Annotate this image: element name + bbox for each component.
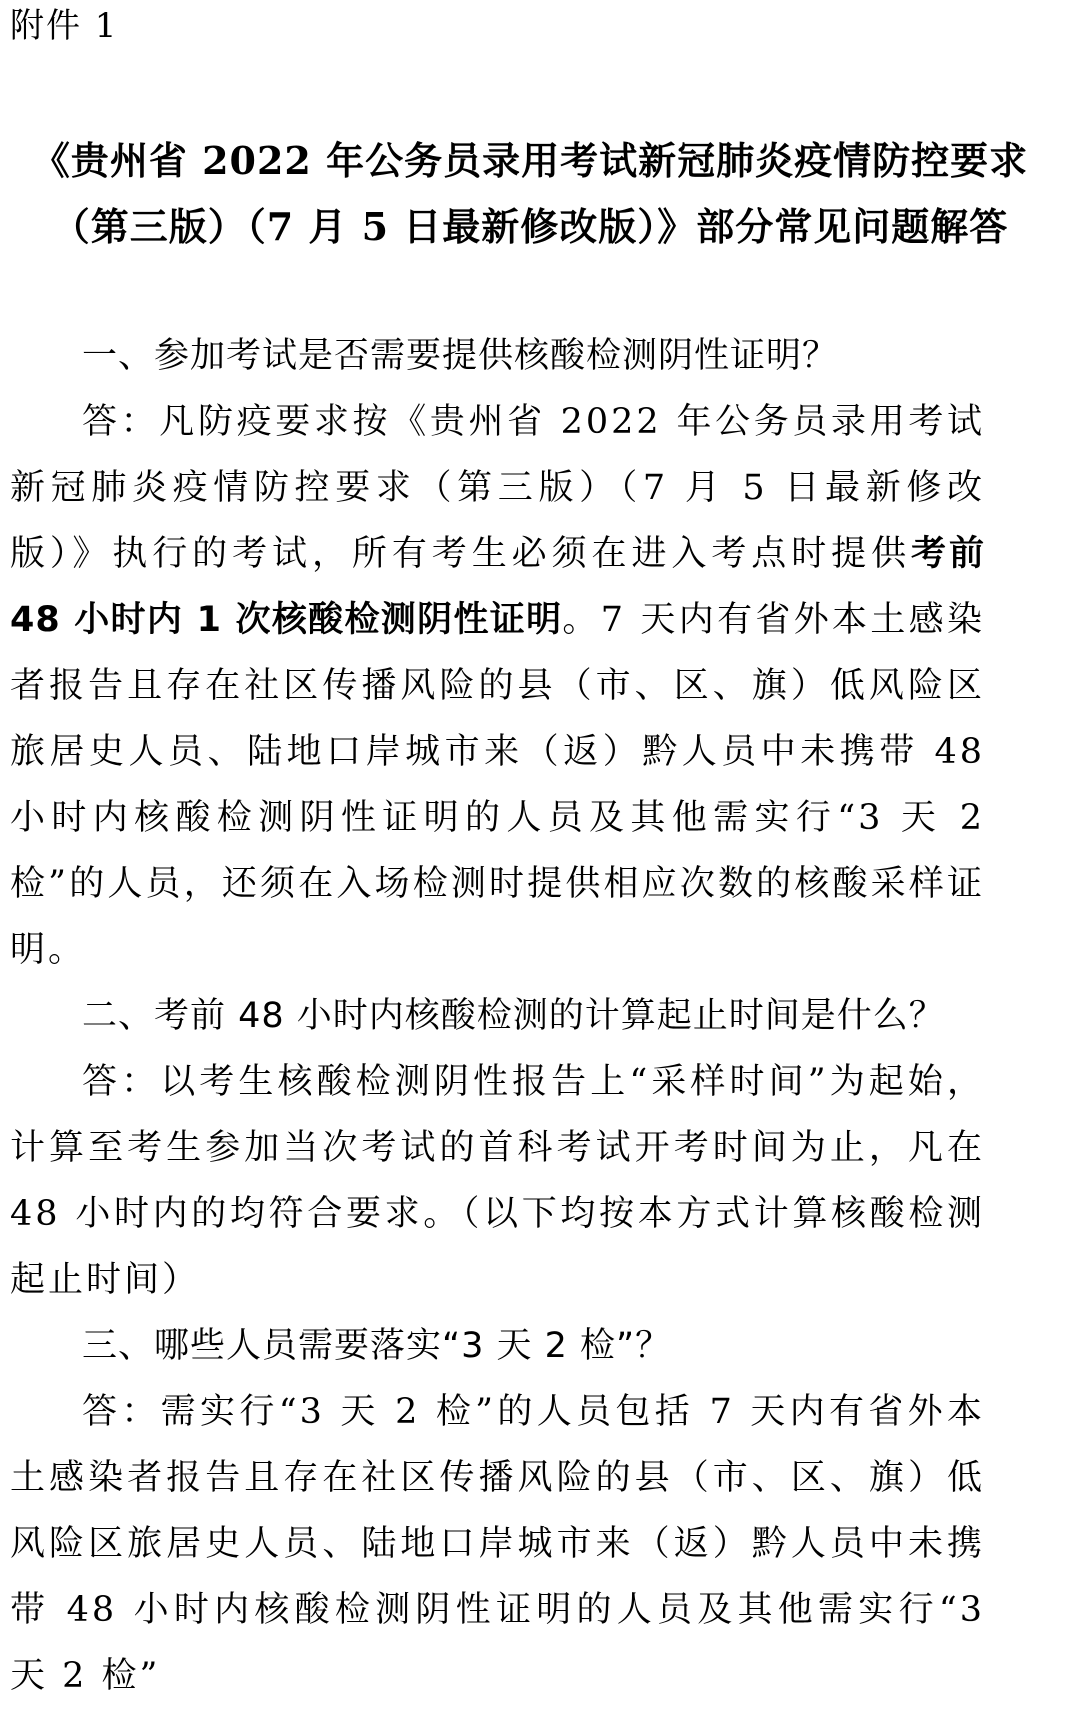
answer-1-text-end: 。7 天内有省外本土感染者报告且存在社区传播风险的县（市、区、旗）低风险区旅居史人员、陆地口岸城市来（返）黔人员中未携带 48 小时内核酸检测阴性证明的人员及其他需实行“3 天 2 检”的人员，还须在入场检测时提供相应次数的核酸采样证明。 [10,600,985,970]
title-line-2: （第三版）（7 月 5 日最新修改版）》部分常见问题解答 [51,204,1009,249]
answer-2: 答：以考生核酸检测阴性报告上“采样时间”为起始，计算至考生参加当次考试的首科考试开考时间为止，凡在 48 小时内的均符合要求。（以下均按本方式计算核酸检测起止时间） [10,1062,985,1300]
question-3: 三、哪些人员需要落实“3 天 2 检”？ [82,1326,672,1366]
title-line-1: 《贵州省 2022 年公务员录用考试新冠肺炎疫情防控要求 [31,138,1029,183]
question-1: 一、参加考试是否需要提供核酸检测阴性证明？ [82,336,839,376]
answer-1 [10,389,985,983]
document-body [10,323,985,1709]
document-title [0,128,1060,260]
attachment-label: 附件 1 [10,6,119,46]
answer-1-text-start: 答：凡防疫要求按《贵州省 2022 年公务员录用考试新冠肺炎疫情防控要求（第三版）（7 月 5 日最新修改版）》执行的考试，所有考生必须在进入考点时提供 [10,402,985,574]
answer-3: 答：需实行“3 天 2 检”的人员包括 7 天内有省外本土感染者报告且存在社区传播风险的县（市、区、旗）低风险区旅居史人员、陆地口岸城市来（返）黔人员中未携带 48 小时内核酸检测阴性证明的人员及其他需实行“3 天 2 检” [10,1392,985,1696]
question-2: 二、考前 48 小时内核酸检测的计算起止时间是什么？ [82,996,945,1036]
answer-1-emphasis: 考前 48 小时内 1 次核酸检测阴性证明 [10,534,985,640]
